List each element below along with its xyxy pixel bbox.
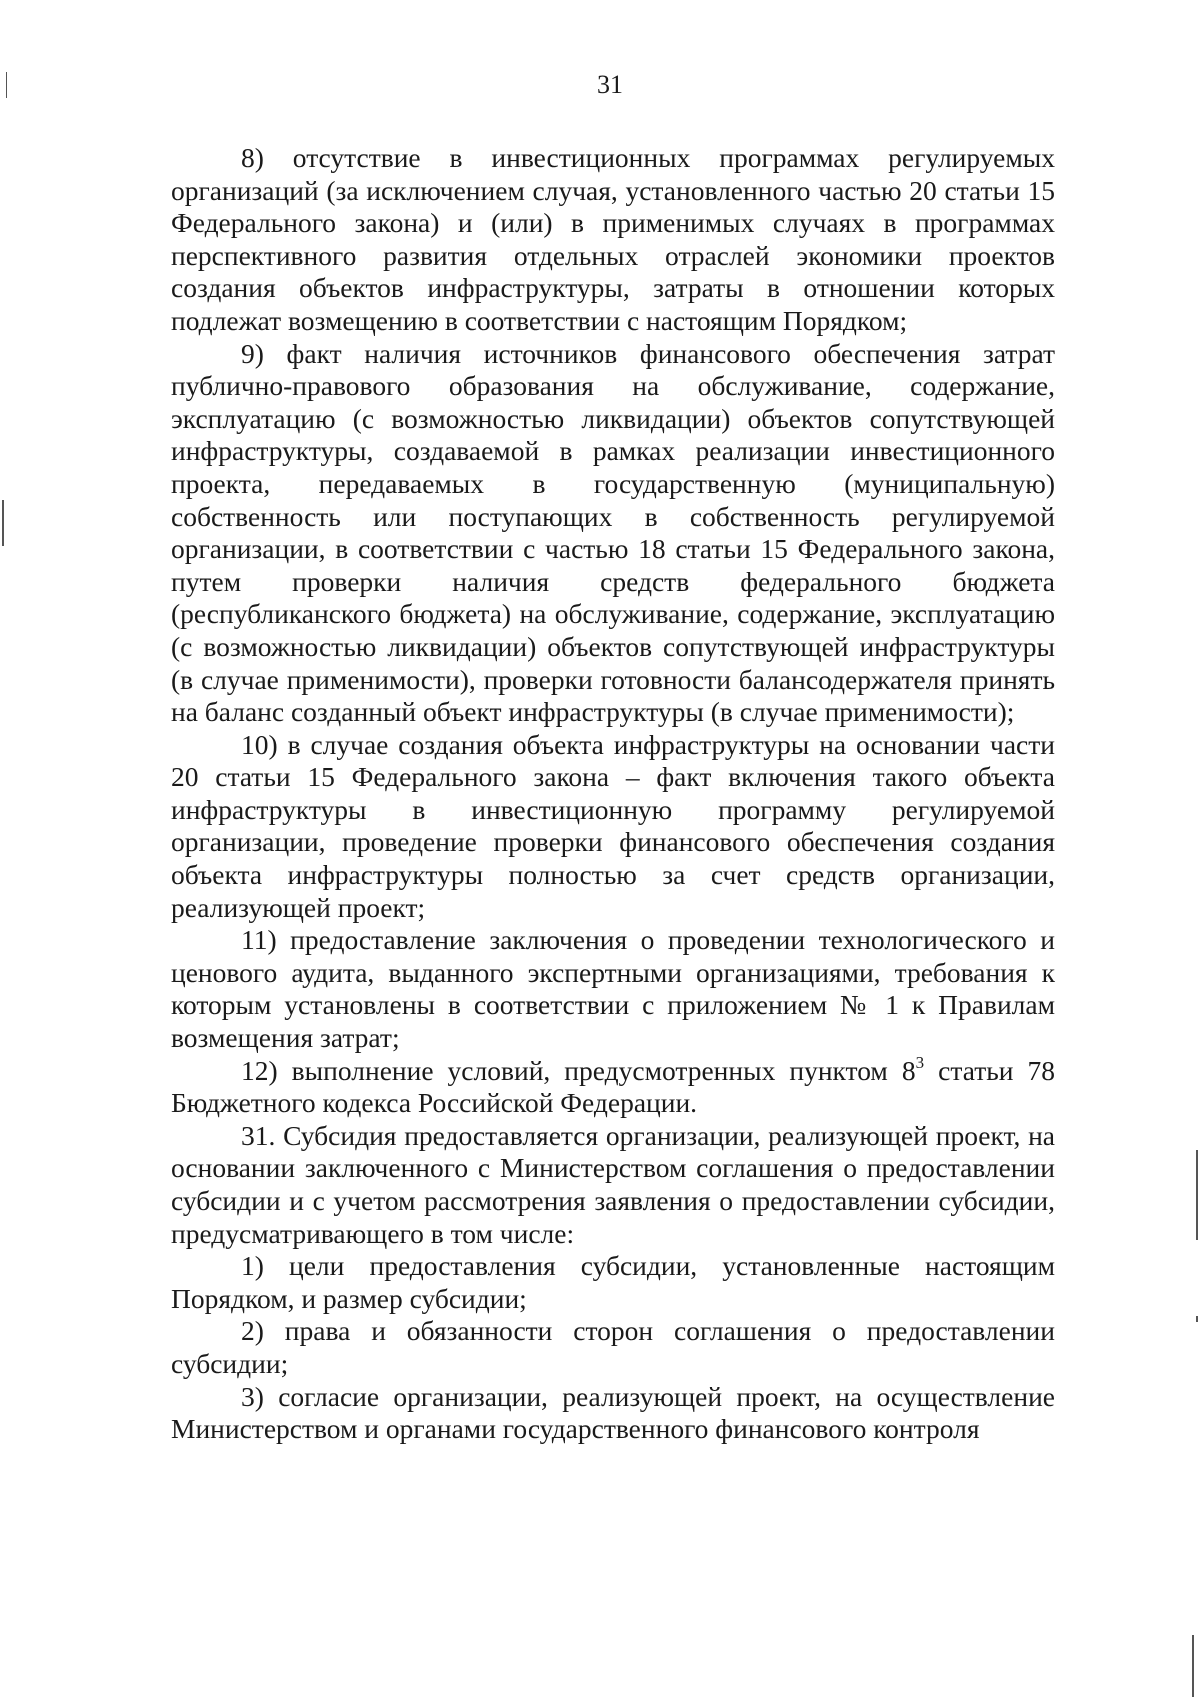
superscript-3: 3	[915, 1052, 925, 1072]
scan-mark-right-dot	[1196, 1316, 1198, 1322]
paragraph-31-item-2: 2) права и обязанности сторон соглашения о предоставлении субсидии;	[171, 1315, 1055, 1379]
paragraph-31-item-3: 3) согласие организации, реализующей проект, на осуществление Министерством и органами государственного финансового контроля	[171, 1380, 1055, 1445]
document-body	[171, 142, 1055, 1446]
scan-mark-right-middle	[1196, 1150, 1198, 1240]
scan-mark-right-bottom	[1192, 1635, 1194, 1697]
paragraph-31: 31. Субсидия предоставляется организации, реализующей проект, на основании заключенного с Министерством соглашения о предоставлении субсидии и с учетом рассмотрения заявления о предоставлении субсидии, предусматривающего в том числе:	[171, 1119, 1055, 1249]
scan-mark-left-top	[6, 72, 7, 98]
paragraph-item-12-end: статьи 78 Бюджетного кодекса Российской Федерации.	[171, 1054, 1055, 1119]
paragraph-item-12-start: 12) выполнение условий, предусмотренных пунктом 8	[241, 1054, 916, 1086]
paragraph-item-10: 10) в случае создания объекта инфраструктуры на основании части 20 статьи 15 Федерального закона – факт включения такого объекта инфраструктуры в инвестиционную программу регулируемой организации, проведение проверки финансового обеспечения создания объекта инфраструктуры полностью за счет средств организации, реализующей проект;	[171, 728, 1055, 923]
page-number: 31	[597, 70, 623, 99]
paragraph-item-11: 11) предоставление заключения о проведении технологического и ценового аудита, выданного экспертными организациями, требования к которым установлены в соответствии с приложением № 1 к Правилам возмещения затрат;	[171, 924, 1055, 1054]
scan-mark-left-middle	[2, 500, 4, 546]
paragraph-item-12	[171, 1052, 1055, 1120]
paragraph-31-item-1: 1) цели предоставления субсидии, установленные настоящим Порядком, и размер субсидии;	[171, 1250, 1055, 1314]
paragraph-item-8: 8) отсутствие в инвестиционных программах регулируемых организаций (за исключением случая, установленного частью 20 статьи 15 Федерального закона) и (или) в применимых случаях в программах перспективного развития отдельных отраслей экономики проектов создания объектов инфраструктуры, затраты в отношении которых подлежат возмещению в соответствии с настоящим Порядком;	[171, 142, 1055, 336]
paragraph-item-9: 9) факт наличия источников финансового обеспечения затрат публично-правового образования на обслуживание, содержание, эксплуатацию (с возможностью ликвидации) объектов сопутствующей инфраструктуры, создаваемой в рамках реализации инвестиционного проекта, передаваемых в государственную (муниципальную) собственность или поступающих в собственность регулируемой организации, в соответствии с частью 18 статьи 15 Федерального закона, путем проверки наличия средств федерального бюджета (республиканского бюджета) на обслуживание, содержание, эксплуатацию (с возможностью ликвидации) объектов сопутствующей инфраструктуры (в случае применимости), проверки готовности балансодержателя принять на баланс созданный объект инфраструктуры (в случае применимости);	[171, 337, 1055, 728]
